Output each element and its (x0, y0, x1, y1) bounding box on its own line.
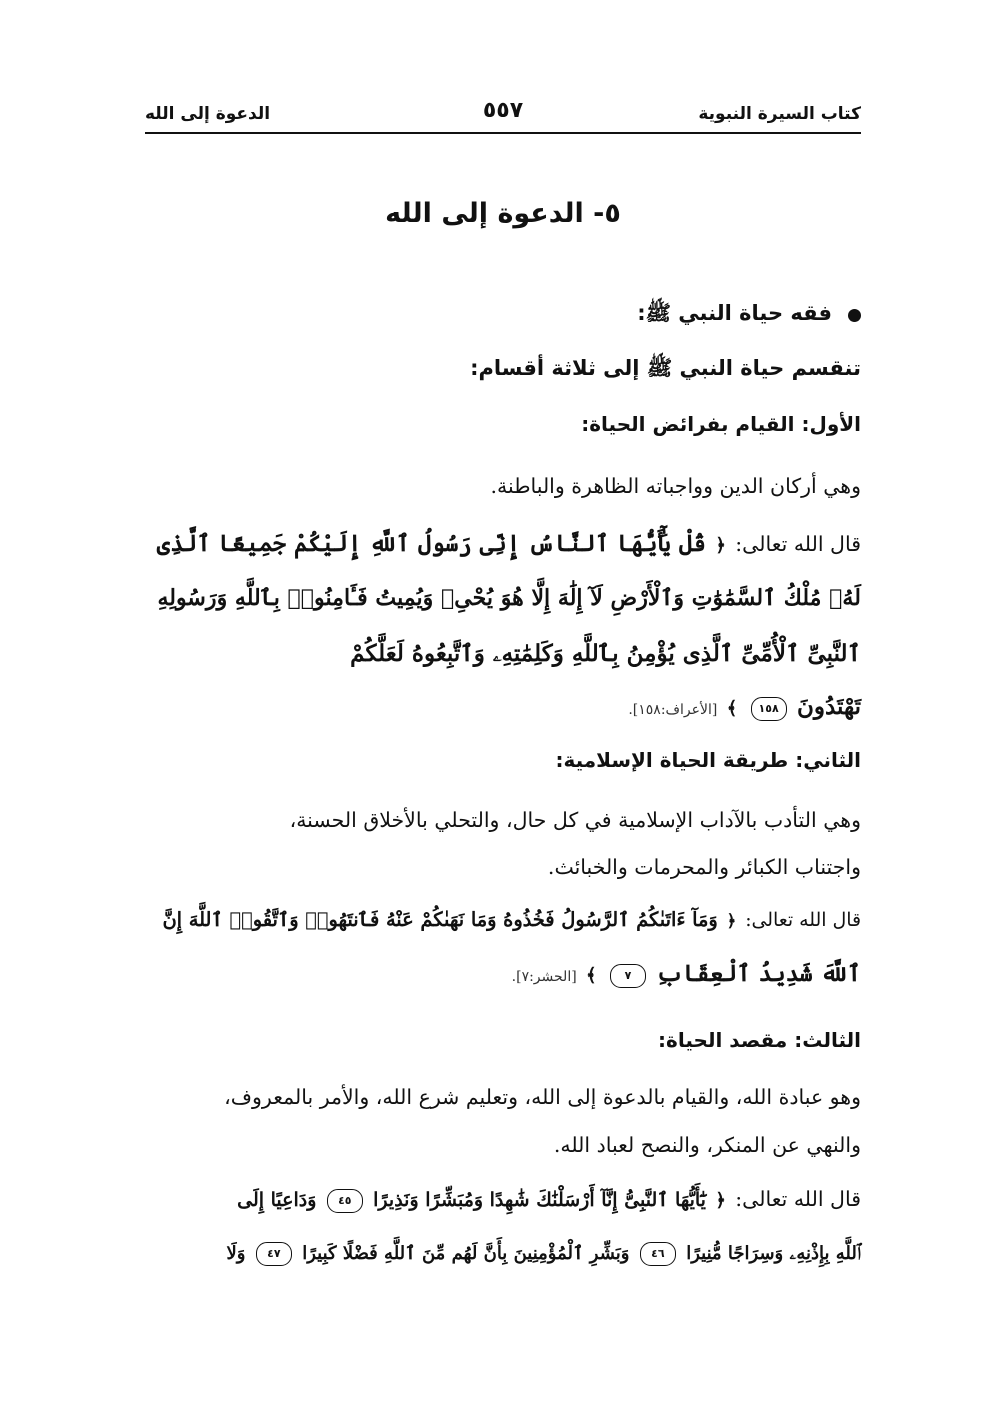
verse-open-ornament: ﴿ (715, 1190, 726, 1211)
verse-number-marker: ٧ (610, 964, 646, 988)
part1-verse-line3: ٱلنَّبِىِّ ٱلْأُمِّىِّ ٱلَّذِى يُؤْمِنُ بِٱللَّهِ وَكَلِمَٰتِهِۦ وَٱتَّبِعُوهُ لَعَلَّكُمْ (350, 640, 861, 667)
quote-lead: قال الله تعالى: (735, 1187, 861, 1211)
part3-heading: الثالث: مقصد الحياة: (658, 1028, 861, 1052)
verse-text: قُلْ يَٰٓأَيُّهَا ٱلنَّاسُ إِنِّى رَسُولُ ٱللَّهِ إِلَيْكُمْ جَمِيعًا ٱلَّذِى (156, 530, 706, 557)
part1-text: وهي أركان الدين وواجباته الظاهرة والباطنة. (490, 474, 861, 498)
part3-verse-line2 (227, 1240, 861, 1266)
intro-line: تنقسم حياة النبي ﷺ إلى ثلاثة أقسام: (470, 356, 861, 380)
verse-number-marker: ٤٧ (256, 1242, 292, 1266)
chapter-title: ٥- الدعوة إلى الله (385, 198, 621, 229)
part3-text-line1: وهو عبادة الله، والقيام بالدعوة إلى الله، وتعليم شرع الله، والأمر بالمعروف، (224, 1085, 861, 1109)
part1-verse-line4 (628, 693, 861, 721)
header-divider (145, 132, 861, 134)
verse-open-ornament: ﴿ (726, 911, 737, 930)
verse-text: وَبَشِّرِ ٱلْمُؤْمِنِينَ بِأَنَّ لَهُم مِّنَ ٱللَّهِ فَضْلًا كَبِيرًا (302, 1243, 630, 1264)
verse-text: ٱللَّهِ بِإِذْنِهِۦ وَسِرَاجًا مُّنِيرًا (686, 1243, 861, 1264)
part2-heading: الثاني: طريقة الحياة الإسلامية: (555, 748, 861, 772)
part2-text-line1: وهي التأدب بالآداب الإسلامية في كل حال، والتحلي بالأخلاق الحسنة، (289, 808, 861, 832)
running-header (145, 100, 861, 128)
page-number: ٥٥٧ (482, 98, 524, 123)
header-chapter-title: الدعوة إلى الله (145, 104, 271, 124)
verse-text: وَمَآ ءَاتَىٰكُمُ ٱلرَّسُولُ فَخُذُوهُ وَمَا نَهَىٰكُمْ عَنْهُ فَٱنتَهُوا۟ وَٱتَّقُوا۟ ٱللَّهَ إِنَّ (162, 908, 718, 931)
part2-text-line2: واجتناب الكبائر والمحرمات والخبائث. (547, 855, 861, 879)
part1-verse-line2: لَهُۥ مُلْكُ ٱلسَّمَٰوَٰتِ وَٱلْأَرْضِ لَآ إِلَٰهَ إِلَّا هُوَ يُحْىِۦ وَيُمِيتُ فَـَٔامِنُوا۟ بِٱللَّهِ وَرَسُولِهِ (157, 585, 861, 611)
verse-text: يَٰٓأَيُّهَا ٱلنَّبِىُّ إِنَّآ أَرْسَلْنَٰكَ شَٰهِدًا وَمُبَشِّرًا وَنَذِيرًا (373, 1189, 706, 1211)
verse-text: ٱللَّهَ شَدِيدُ ٱلْعِقَابِ (656, 960, 861, 987)
section-title: فقه حياة النبي ﷺ: (637, 301, 832, 325)
verse-number-marker: ٤٥ (327, 1189, 363, 1213)
section-heading (637, 300, 861, 331)
part1-verse-line1 (157, 530, 861, 557)
part2-verse-line1 (162, 908, 861, 931)
verse-open-ornament: ﴿ (715, 535, 726, 556)
verse-text: وَلَا (226, 1243, 246, 1264)
quote-lead: قال الله تعالى: (745, 909, 861, 931)
part3-verse-line1 (237, 1187, 861, 1213)
part2-verse-line2 (512, 960, 861, 988)
bullet-icon (848, 309, 861, 322)
quote-lead: قال الله تعالى: (735, 532, 861, 556)
verse-text: وَدَاعِيًا إِلَى (237, 1189, 317, 1211)
header-book-title: كتاب السيرة النبوية (698, 104, 861, 124)
verse-close-ornament: ﴾ (726, 698, 738, 719)
surah-reference: [الحشر:٧]. (511, 969, 577, 985)
part3-text-line2: والنهي عن المنكر، والنصح لعباد الله. (553, 1133, 861, 1157)
verse-number-marker: ١٥٨ (751, 697, 787, 721)
verse-close-ornament: ﴾ (586, 965, 597, 986)
surah-reference: [الأعراف:١٥٨]. (628, 702, 718, 718)
part1-heading: الأول: القيام بفرائض الحياة: (581, 412, 861, 436)
verse-text: تَهْتَدُونَ (796, 693, 861, 720)
verse-number-marker: ٤٦ (640, 1242, 676, 1266)
